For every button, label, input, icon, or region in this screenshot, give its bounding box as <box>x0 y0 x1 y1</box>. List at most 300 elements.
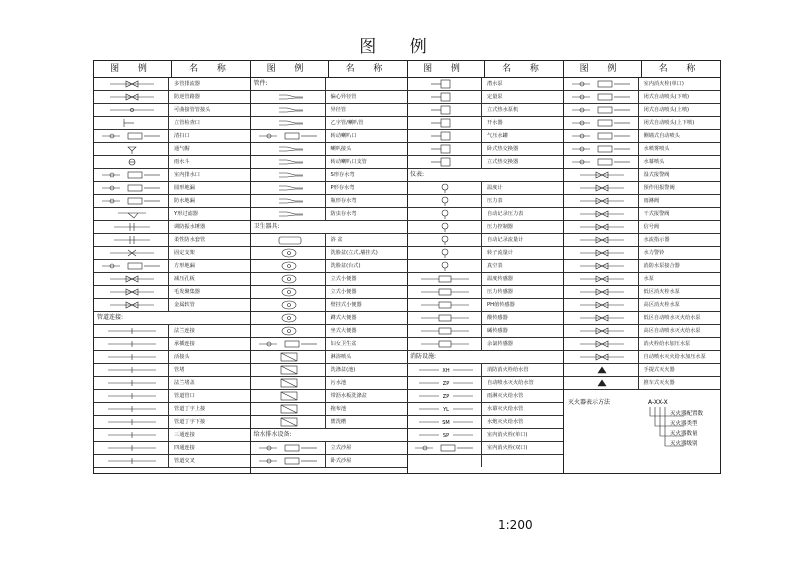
valve-icon <box>564 299 639 311</box>
legend-row <box>564 377 720 390</box>
legend-name: 立式热交换器 <box>487 159 519 165</box>
symbol-header: 图 例 <box>407 61 485 77</box>
legend-name: 雨淋灭火给水管 <box>487 393 524 399</box>
legend-name: 水炮灭火给水管 <box>487 419 524 425</box>
legend-name: 室内消火栓(双口) <box>487 445 528 451</box>
svg-text:灭火器配置数: 灭火器配置数 <box>669 411 703 417</box>
flange-icon <box>94 221 169 233</box>
legend-name: 防虫存水弯 <box>330 211 357 217</box>
legend-row <box>564 325 720 338</box>
legend-name: 水泵 <box>643 276 654 282</box>
legend-name: P形存水弯 <box>330 185 355 191</box>
plan-system-icon <box>94 260 169 272</box>
triangle-icon <box>564 377 639 389</box>
pump-icon <box>407 130 482 142</box>
plan-system-icon <box>94 182 169 194</box>
valve-icon <box>94 299 169 311</box>
legend-row <box>564 234 720 247</box>
legend-name: 自动喷水灭火给水加压水泵 <box>643 354 706 360</box>
legend-row <box>407 143 563 156</box>
plan-system-icon <box>564 130 639 142</box>
legend-name: 自动喷水灭火给水管 <box>487 380 534 386</box>
basin-icon <box>251 325 326 337</box>
legend-name: 自动记录压力表 <box>487 211 524 217</box>
plan-system-icon <box>94 195 169 207</box>
tee-icon <box>94 117 169 129</box>
legend-row <box>94 260 250 273</box>
sensor-icon <box>407 325 482 337</box>
fitting-icon <box>251 169 326 181</box>
legend-name: 异径管 <box>330 107 347 113</box>
tub-icon <box>251 234 326 246</box>
column-header <box>251 61 407 78</box>
legend-name: 高区消火栓水泵 <box>643 302 680 308</box>
legend-name: 多管排流器 <box>174 81 200 87</box>
valve-icon <box>564 182 639 194</box>
valve-icon <box>564 338 639 350</box>
symbol-cell <box>94 312 250 324</box>
plan-system-icon <box>564 117 639 129</box>
line-label-icon <box>407 416 482 428</box>
valve-icon <box>564 234 639 246</box>
legend-name: 高区自动喷水灭火给水泵 <box>643 328 701 334</box>
legend-name: 定量泵 <box>487 94 503 100</box>
sink-icon <box>251 403 326 415</box>
legend-name: 带沥水板洗涤盆 <box>330 393 367 399</box>
symbol-cell <box>407 455 482 467</box>
valve-icon <box>94 78 169 90</box>
legend-row <box>564 117 720 130</box>
legend-name: 法兰堵盖 <box>174 380 195 386</box>
valve-icon <box>564 299 639 311</box>
plan-system-icon <box>251 455 326 467</box>
legend-name: 圆形地漏 <box>174 185 195 191</box>
legend-row <box>564 364 720 377</box>
pipe-icon <box>94 416 169 428</box>
line-label-icon <box>407 377 482 389</box>
legend-name: 室内排水口 <box>174 172 200 178</box>
legend-name: PH值传感器 <box>487 302 515 308</box>
legend-row <box>94 182 250 195</box>
legend-row <box>94 442 250 455</box>
pipe-icon <box>94 364 169 376</box>
legend-name: 消防水泵接合器 <box>643 263 680 269</box>
legend-row <box>407 247 563 260</box>
symbol-cell <box>407 351 563 363</box>
legend-row <box>94 169 250 182</box>
line-label-icon <box>407 429 482 441</box>
section-title: 卫生器具: <box>253 223 280 230</box>
legend-row <box>94 143 250 156</box>
legend-name: 压力控制器 <box>487 224 513 230</box>
valve-icon <box>564 273 639 285</box>
legend-name: 开水器 <box>487 120 503 126</box>
legend-row <box>251 169 407 182</box>
legend-row <box>251 273 407 286</box>
sensor-icon <box>407 286 482 298</box>
valve-icon <box>564 221 639 233</box>
gauge-icon <box>407 208 482 220</box>
fitting-icon <box>251 104 326 116</box>
sensor-icon <box>407 299 482 311</box>
legend-name: 潜水泵 <box>487 81 503 87</box>
legend-name: 固定支架 <box>174 250 195 256</box>
legend-name <box>482 455 563 467</box>
legend-name: 瓶形存水弯 <box>330 198 357 204</box>
plan-system-icon <box>94 182 169 194</box>
plan-system-icon <box>407 442 482 454</box>
svg-text:ZP: ZP <box>442 381 450 387</box>
legend-row <box>251 416 407 429</box>
legend-name: 减压孔板 <box>174 276 195 282</box>
legend-name: 通气帽 <box>174 146 190 152</box>
legend-row <box>94 351 250 364</box>
legend-name: 雨水斗 <box>174 159 190 165</box>
sink-icon <box>251 390 326 402</box>
legend-name: 室内消火栓(单口) <box>487 432 528 438</box>
legend-name <box>326 78 407 90</box>
fitting-icon <box>251 195 326 207</box>
gauge-icon <box>407 221 482 233</box>
legend-name: 防逆管路器 <box>174 94 200 100</box>
valve-icon <box>564 247 639 259</box>
valve-icon <box>564 260 639 272</box>
legend-row <box>564 130 720 143</box>
svg-text:SM: SM <box>442 420 450 426</box>
basin-icon <box>251 260 326 272</box>
legend-row <box>564 208 720 221</box>
valve-icon <box>564 221 639 233</box>
legend-name: 防水地漏 <box>174 198 195 204</box>
page-title: 图 例 <box>359 37 441 57</box>
fitting-icon <box>251 104 326 116</box>
legend-row <box>407 455 563 467</box>
valve-icon <box>564 234 639 246</box>
legend-name: 四通连接 <box>174 445 195 451</box>
section-title: 管道连接: <box>97 314 124 321</box>
valve-icon <box>564 312 639 324</box>
symbol-cell <box>251 429 407 441</box>
fitting-icon <box>251 182 326 194</box>
pump-icon <box>407 104 482 116</box>
plan-system-icon <box>564 143 639 155</box>
plan-system-icon <box>251 442 326 454</box>
plan-system-icon <box>407 442 482 454</box>
legend-name: 洗脸盆(台式) <box>330 263 361 269</box>
legend-row <box>564 169 720 182</box>
legend-name: 压力传感器 <box>487 289 513 295</box>
legend-name: 转动喇叭口支管 <box>330 159 367 165</box>
legend-name: 转子流量计 <box>487 250 513 256</box>
pipe-icon <box>94 338 169 350</box>
legend-row <box>94 299 250 312</box>
scale-label: 1:200 <box>498 518 533 532</box>
legend-row <box>251 312 407 325</box>
line-label-icon <box>407 403 482 415</box>
legend-name: 水幕喷头 <box>643 159 665 165</box>
line-label-icon <box>407 429 482 441</box>
pump-icon <box>407 78 482 90</box>
fitting-icon <box>251 91 326 103</box>
column-header <box>407 61 563 78</box>
plan-system-icon <box>564 78 639 90</box>
valve-icon <box>564 325 639 337</box>
basin-icon <box>251 299 326 311</box>
gauge-icon <box>407 195 482 207</box>
legend-name: 法兰连接 <box>174 328 195 334</box>
symbol-header: 图 例 <box>251 61 329 77</box>
legend-row <box>94 325 250 338</box>
pipe-icon <box>94 351 169 363</box>
plan-system-icon <box>564 130 639 142</box>
legend-row <box>251 104 407 117</box>
legend-name: 可曲接管管接头 <box>174 107 211 113</box>
legend-name: 温度传感器 <box>487 276 513 282</box>
plan-system-icon <box>251 455 326 467</box>
sink-icon <box>251 351 326 363</box>
legend-row <box>94 208 250 221</box>
legend-name: 干式报警阀 <box>643 211 670 217</box>
legend-name: 管道丁字上接 <box>174 406 206 412</box>
plan-system-icon <box>564 91 639 103</box>
legend-row <box>407 221 563 234</box>
pipe-icon <box>94 351 169 363</box>
legend-row <box>251 429 407 442</box>
legend-name: 管道管口 <box>174 393 195 399</box>
basin-icon <box>251 325 326 337</box>
legend-name: 污水池 <box>330 380 347 386</box>
legend-table <box>93 60 721 474</box>
plan-system-icon <box>94 130 169 142</box>
legend-name: 浴 盆 <box>330 237 343 243</box>
legend-name: 调防振水锤器 <box>174 224 206 230</box>
valve-icon <box>564 247 639 259</box>
legend-name: 柔性防水套管 <box>174 237 206 243</box>
valve-icon <box>564 325 639 337</box>
legend-name: 压力表 <box>487 198 503 204</box>
legend-row <box>94 364 250 377</box>
fitting-icon <box>251 91 326 103</box>
legend-row <box>407 377 563 390</box>
plan-system-icon <box>251 338 326 350</box>
name-header: 名 称 <box>345 64 391 74</box>
pipe-icon <box>94 325 169 337</box>
fitting-icon <box>251 208 326 220</box>
legend-name: 消防消火栓给水管 <box>487 367 529 373</box>
pipe-icon <box>94 403 169 415</box>
legend-name: 转动喇叭口 <box>330 133 357 139</box>
valve-icon <box>94 273 169 285</box>
triangle-icon <box>564 377 639 389</box>
legend-row <box>564 351 720 364</box>
gauge-icon <box>407 234 482 246</box>
legend-name: 壁挂式小便器 <box>330 302 362 308</box>
svg-text:YL: YL <box>443 407 449 413</box>
flange-icon <box>94 221 169 233</box>
legend-row <box>407 312 563 325</box>
valve-icon <box>564 286 639 298</box>
plan-system-icon <box>564 78 639 90</box>
pipe-dot-icon <box>94 104 169 116</box>
pump-icon <box>407 104 482 116</box>
sensor-icon <box>407 299 482 311</box>
filter-icon <box>94 208 169 220</box>
bridge-icon <box>94 247 169 259</box>
pump-icon <box>407 91 482 103</box>
fitting-icon <box>251 182 326 194</box>
legend-name: 闭式自动喷头(上喷) <box>643 107 690 113</box>
legend-row <box>407 390 563 403</box>
legend-name: 湿式报警阀 <box>643 172 670 178</box>
sink-icon <box>251 416 326 428</box>
valve-icon <box>94 286 169 298</box>
plan-system-icon <box>94 260 169 272</box>
legend-column <box>564 61 720 473</box>
plan-system-icon <box>564 117 639 129</box>
sink-icon <box>251 351 326 363</box>
legend-row <box>251 351 407 364</box>
plan-system-icon <box>251 442 326 454</box>
plan-system-icon <box>251 338 326 350</box>
legend-name: 承插连接 <box>174 341 195 347</box>
sensor-icon <box>407 273 482 285</box>
valve-icon <box>564 208 639 220</box>
gauge-icon <box>407 182 482 194</box>
legend-row <box>251 117 407 130</box>
svg-text:灭火器数量: 灭火器数量 <box>669 431 698 437</box>
legend-name: 侧墙式自动喷头 <box>643 133 680 139</box>
legend-row <box>251 377 407 390</box>
legend-row <box>251 286 407 299</box>
pump-icon <box>407 91 482 103</box>
legend-row <box>94 403 250 416</box>
basin-icon <box>251 247 326 259</box>
triangle-icon <box>564 364 639 376</box>
legend-name: 雨淋阀 <box>643 198 660 204</box>
basin-icon <box>251 260 326 272</box>
legend-name: 淋浴喷头 <box>330 354 352 360</box>
legend-name: 三通连接 <box>174 432 195 438</box>
sink-icon <box>251 390 326 402</box>
symbol-cell <box>407 169 563 181</box>
plan-system-icon <box>94 195 169 207</box>
basin-icon <box>251 312 326 324</box>
legend-name: 推车式灭火器 <box>643 380 675 386</box>
legend-name: 卧式热交换器 <box>487 146 519 152</box>
legend-row <box>564 182 720 195</box>
legend-name: 真空表 <box>487 263 503 269</box>
plan-system-icon <box>564 143 639 155</box>
legend-name: 闭式自动喷头(下喷) <box>643 94 690 100</box>
legend-row <box>564 91 720 104</box>
gauge-icon <box>407 234 482 246</box>
line-label-icon <box>407 364 482 376</box>
sink-icon <box>251 416 326 428</box>
sink-icon <box>251 377 326 389</box>
pipe-icon <box>94 442 169 454</box>
pipe-icon <box>94 325 169 337</box>
plan-system-icon <box>564 91 639 103</box>
legend-row <box>94 429 250 442</box>
legend-row <box>94 117 250 130</box>
plan-system-icon <box>251 78 326 90</box>
legend-name: 拖布池 <box>330 406 347 412</box>
legend-row <box>407 78 563 91</box>
legend-row <box>564 195 720 208</box>
legend-name: 乙字管/喇叭管 <box>330 120 364 126</box>
legend-row <box>407 273 563 286</box>
sink-icon <box>251 403 326 415</box>
legend-row <box>407 130 563 143</box>
legend-column <box>251 61 408 473</box>
legend-name: 酸传感器 <box>487 315 508 321</box>
svg-text:A-XX-X: A-XX-X <box>647 399 668 406</box>
pump-icon <box>407 156 482 168</box>
section-title: 仪表: <box>410 171 425 178</box>
sensor-icon <box>407 325 482 337</box>
pump-icon <box>407 117 482 129</box>
fitting-icon <box>251 156 326 168</box>
legend-name: S形存水弯 <box>330 172 355 178</box>
symbol-header: 图 例 <box>94 61 172 77</box>
legend-row <box>251 234 407 247</box>
valve-icon <box>564 286 639 298</box>
extinguisher-legend <box>564 390 720 488</box>
gauge-icon <box>407 182 482 194</box>
pipe-icon <box>94 403 169 415</box>
legend-row <box>251 156 407 169</box>
legend-name: 偏心异径管 <box>330 94 357 100</box>
legend-name: 温度计 <box>487 185 503 191</box>
sink-icon <box>251 364 326 376</box>
fitting-icon <box>251 156 326 168</box>
section-title: 消防设施: <box>410 353 437 360</box>
legend-row <box>251 403 407 416</box>
pipe-icon <box>94 390 169 402</box>
tee-icon <box>94 117 169 129</box>
legend-row <box>251 221 407 234</box>
plan-system-icon <box>564 156 639 168</box>
pipe-icon <box>94 455 169 467</box>
basin-icon <box>251 312 326 324</box>
legend-name: 立式热水泵机 <box>487 107 519 113</box>
legend-row <box>251 442 407 455</box>
legend-row <box>251 208 407 221</box>
basin-icon <box>251 286 326 298</box>
legend-name: 喇叭接头 <box>330 146 352 152</box>
legend-name: 水幕灭火给水管 <box>487 406 524 412</box>
legend-name: 低区自动喷水灭火给水泵 <box>643 315 701 321</box>
plan-system-icon <box>94 169 169 181</box>
legend-row <box>94 221 250 234</box>
legend-name: 立式沙屋 <box>330 445 352 451</box>
line-label-icon <box>407 403 482 415</box>
legend-name: 消火栓给水加压水泵 <box>643 341 691 347</box>
legend-name: 预作用报警阀 <box>643 185 675 191</box>
symbol-cell <box>251 221 407 233</box>
column-header <box>564 61 720 78</box>
legend-row <box>94 416 250 429</box>
pipe-icon <box>94 455 169 467</box>
legend-row <box>94 130 250 143</box>
legend-name: 气压水罐 <box>487 133 508 139</box>
legend-column <box>407 61 564 473</box>
legend-row <box>94 156 250 169</box>
valve-icon <box>94 273 169 285</box>
legend-name: 手提式灭火器 <box>643 367 675 373</box>
legend-row <box>407 364 563 377</box>
triangle-icon <box>564 364 639 376</box>
